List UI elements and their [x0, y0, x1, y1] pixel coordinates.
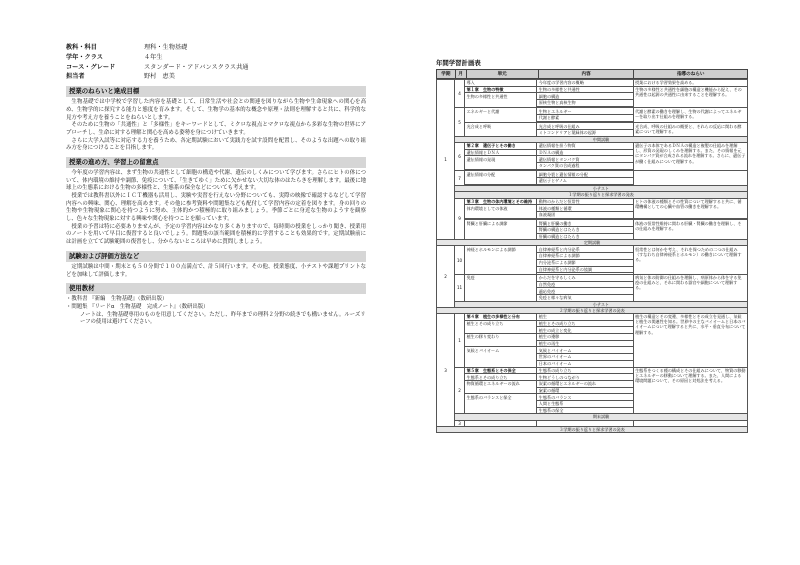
- plan-cell: 遺伝情報とタンパク質: [537, 156, 633, 163]
- meta-value: 野村 恵美: [144, 73, 175, 81]
- plan-cell: 生態系をつくる種の構成とその仕組みについて、物質の移動とエネルギーの移動について理解する。また、人間による環境問題について、その原因と対処法を考える。: [633, 367, 747, 414]
- plan-cell: [537, 420, 633, 427]
- annual-plan: [436, 58, 748, 433]
- plan-cell: ミトコンドリアと葉緑体の起源: [537, 130, 633, 137]
- plan-row: [437, 274, 748, 281]
- plan-cell: からだを守るしくみ: [537, 274, 633, 281]
- plan-section-label: 中間試験: [455, 136, 748, 142]
- plan-cell: 体内環境としての体液: [465, 205, 537, 218]
- plan-cell: タンパク質の合成過程: [537, 163, 633, 170]
- plan-cell: 物質循環とエネルギーの流れ: [465, 380, 537, 393]
- plan-row: [437, 123, 748, 130]
- paragraph: 授業の予習は特に必要ありませんが、予定の学習内容はかなり多くありますので、毎時間の授業をしっかり聞き、授業用のノートを用いて早目に復習すると良いでしょう。問題集の該当範囲を積極的に学習することも効果的です。定期試験前には計画を立てて試験範囲の復習をし、分からないところは早めに質問しましょう。: [66, 223, 366, 246]
- plan-section-row: [437, 427, 748, 433]
- method-section: [66, 157, 366, 247]
- plan-cell: 第２章 遺伝子とその働き: [465, 142, 537, 149]
- plan-cell: 世界のバイオーム: [537, 354, 633, 361]
- plan-title: 年間学習計画表: [436, 59, 481, 67]
- plan-cell: 植生とその成り立ち: [537, 320, 633, 327]
- plan-section-label: 期末試験: [455, 414, 748, 420]
- plan-cell: 人間と生態系: [537, 401, 633, 408]
- plan-row: [437, 108, 748, 115]
- plan-cell: [465, 420, 537, 427]
- plan-cell: 自然免疫: [537, 281, 633, 288]
- plan-cell: 9: [455, 198, 465, 240]
- plan-section-label: 定期試験: [437, 240, 748, 246]
- plan-cell: 腎臓と肝臓の働き: [537, 220, 633, 227]
- plan-row: [437, 86, 748, 93]
- plan-cell: 病気と体の防御の仕組みを理解し、病原体から体を守る免疫の仕組みと、それに関わる器官や細胞について理解する。: [633, 274, 747, 301]
- header-unit: 単元: [467, 70, 539, 78]
- plan-cell: 内分泌系による調節: [537, 259, 633, 266]
- plan-cell: 4: [455, 80, 465, 108]
- plan-cell: 遺伝情報を担う物質: [537, 142, 633, 149]
- plan-cell: 免疫と様々な病気: [537, 294, 633, 301]
- plan-cell: 神経とホルモンによる調節: [465, 246, 537, 274]
- plan-cell: 自律神経系による調節: [537, 253, 633, 260]
- plan-row: [437, 220, 748, 227]
- plan-cell: 植生の成立と変化: [537, 327, 633, 334]
- course-info: [66, 44, 366, 82]
- materials-section: [66, 283, 366, 327]
- plan-section-label: １学期の振り返りと探求学習の発表: [455, 192, 748, 198]
- header-term: 学期: [437, 70, 456, 78]
- plan-cell: 植生の構造とその変遷、多様性とその成立を見通し、気候と植生の関連性を知る。世界中の主なバイオームと日本のバイオームについて理解すると共に、水平・垂直分布について理解する。: [633, 313, 747, 367]
- plan-row: [437, 198, 748, 205]
- plan-cell: 窒素の循環: [537, 387, 633, 394]
- plan-section-label: 小テスト: [455, 301, 748, 307]
- paragraph: さらに大学入試等に対応する力を養うため、各定期試験において実践力を試す設問を配置し、そのような出題への取り組み方を身につけることを目指します。: [66, 137, 366, 152]
- plan-cell: 第１章 生物の特徴: [465, 86, 537, 93]
- plan-cell: 細胞分裂と遺伝情報の分配: [537, 171, 633, 178]
- section-heading: 授業のねらいと達成目標: [66, 86, 366, 97]
- plan-table: [436, 79, 748, 433]
- plan-cell: 1: [437, 80, 455, 240]
- plan-cell: 光合成、呼吸の仕組みの概要と、それらの反応に関わる酵素について理解する。: [633, 123, 747, 136]
- plan-cell: 気候とバイオーム: [537, 347, 633, 354]
- plan-cell: 日本のバイオーム: [537, 360, 633, 367]
- plan-row: [437, 246, 748, 253]
- meta-value: 理科・生物基礎: [144, 44, 188, 51]
- plan-cell: 1: [455, 313, 465, 367]
- textbook-item: ・教科書 『新編 生物基礎』（数研出版）: [66, 296, 168, 303]
- left-column: [66, 44, 366, 327]
- plan-cell: 遺伝子とゲノム: [537, 178, 633, 185]
- meta-label: 学年・クラス: [66, 53, 103, 61]
- plan-cell: 生態系の成り立ち: [537, 367, 633, 374]
- plan-cell: 5: [455, 108, 465, 136]
- plan-cell: 生物の多様性と共通性を細胞の構造と機能から捉え、その共通性は起源の共通性に由来することを理解する。: [633, 86, 747, 108]
- meta-label: コース・グレード: [66, 63, 116, 71]
- workbook-item: ・問題集 『リードα 生物基礎 完成ノート』（数研出版）: [66, 304, 209, 310]
- plan-cell: 遺伝情報とＤＮＡ: [465, 149, 537, 156]
- plan-cell: ＤＮＡの構造: [537, 149, 633, 156]
- plan-cell: 植生とその成り立ち: [465, 320, 537, 333]
- plan-header-row: [436, 69, 748, 79]
- plan-cell: 生物の多様性と共通性: [537, 86, 633, 93]
- plan-cell: 授業における学習効果を高める。: [633, 80, 747, 87]
- plan-row: [437, 142, 748, 149]
- plan-cell: 植生の再生: [537, 340, 633, 347]
- plan-cell: 生態系とその成り立ち: [465, 374, 537, 381]
- plan-cell: 6: [455, 142, 465, 170]
- plan-cell: 原核生物と真核生物: [537, 100, 633, 107]
- plan-cell: 導入: [465, 80, 537, 87]
- header-content: 内容: [539, 70, 635, 78]
- plan-cell: 恒常性とは何かを考え、それを保つための二つの仕組み（すなわち自律神経系とホルモン）の働きについて理解する。: [633, 246, 747, 274]
- plan-cell: 生態系のバランス: [537, 394, 633, 401]
- plan-cell: 適応免疫: [537, 288, 633, 295]
- plan-row: [437, 367, 748, 374]
- aims-section: [66, 86, 366, 153]
- plan-cell: 生態系のバランスと保全: [465, 394, 537, 414]
- plan-row: [437, 420, 748, 427]
- plan-cell: 肝臓の構造とはたらき: [537, 233, 633, 240]
- plan-cell: 植生: [537, 313, 633, 320]
- paragraph: そのために生物の「共通性」と「多様性」をキーワードとして、ミクロな視点とマクロな視点から多彩な生物の世界にアプローチし、生命に対する理解と関心を高める姿勢を身につけていきます。: [66, 122, 366, 136]
- plan-section-label: ２学期の振り返りと探求学習の発表: [437, 307, 748, 313]
- plan-cell: 代謝と酵素: [537, 115, 633, 122]
- evaluation-section: [66, 251, 366, 279]
- header-aims: 指導のねらい: [676, 72, 705, 77]
- plan-cell: 光合成と呼吸の仕組み: [537, 123, 633, 130]
- header-month: 月: [456, 70, 467, 78]
- meta-value: ４年生: [144, 53, 163, 61]
- plan-cell: 第５章 生態系とその保全: [465, 367, 537, 374]
- plan-cell: 2: [437, 246, 455, 307]
- plan-cell: 生物どうしのつながり: [537, 374, 633, 381]
- meta-label: 教科・科目: [66, 44, 97, 51]
- plan-cell: 11: [455, 274, 465, 301]
- meta-value: スタンダード・アドバンスクラス共通: [144, 63, 249, 71]
- plan-row: [437, 171, 748, 178]
- plan-cell: 代謝と酵素の働きを理解し、生物の代謝によってエネルギーを取り出す仕組みを理解する。: [633, 108, 747, 123]
- paragraph: 授業では教科書以外にＩＣＴ機器も活用し、実験や実習を行えない分野についても、実際の映像で確認するなどして学習内容への興味、関心、理解を高めます。その他に参考資料や問題集なども配付して学習内容の定着を図ります。身の回りの生物や生物現象に関心を持つように努め、主体的かつ積極的に取り組みましょう。季節ごとに身近な生物のようすを観察し、色々な生物現象に対する興味や関心を持つことを願っています。: [66, 193, 366, 223]
- plan-cell: 2: [455, 367, 465, 414]
- plan-cell: 自律神経系と内分泌系: [537, 246, 633, 253]
- plan-cell: 植生の遷移: [537, 334, 633, 341]
- paragraph: 生物基礎では中学校で学習した内容を基礎として、日常生活や社会との関連を図りながら生物や生命現象への関心を高め、生物学的に探究する能力と態度を育みます。そして、生物学の基本的な概念や原理・法則を理解すると共に、科学的な見方や考え方を養うことをねらいとします。: [66, 99, 366, 121]
- plan-cell: [633, 171, 747, 186]
- notebook-note: ノートは、生物基礎専用のものを用意してください。ただし、昨年までの理科２分野の続きでも構いません。ルーズリーフの使用は避けてください。: [80, 311, 366, 326]
- plan-cell: 第４章 植生の多様性と分布: [465, 313, 537, 320]
- section-heading: 授業の進め方、学習上の留意点: [66, 157, 366, 168]
- plan-cell: [633, 420, 747, 427]
- plan-cell: 腎臓の構造とはたらき: [537, 226, 633, 233]
- plan-cell: 気候とバイオーム: [465, 347, 537, 367]
- plan-cell: 血液凝固: [537, 211, 633, 218]
- plan-row: [437, 313, 748, 320]
- plan-cell: 遺伝子の本体であるＤＮＡの構造と複製の仕組みを理解し、形質の発現のしくみを理解する。また、その情報を元にタンパク質が合成される流れを理解する。さらに、遺伝子が働く仕組みについて理解する。: [633, 142, 747, 170]
- plan-cell: 動物のからだと恒常性: [537, 198, 633, 205]
- plan-cell: 遺伝情報の分配: [465, 171, 537, 184]
- plan-cell: 炭素の循環とエネルギーの流れ: [537, 380, 633, 387]
- plan-cell: 10: [455, 246, 465, 274]
- plan-cell: 7: [455, 171, 465, 186]
- plan-cell: 腎臓と肝臓による調節: [465, 220, 537, 240]
- plan-cell: ヒトの体液の種類とその性質について理解すると共に、循環機構としての心臓や血管の働きを理解する。: [633, 198, 747, 218]
- plan-cell: 免疫: [465, 274, 537, 301]
- plan-cell: 3: [437, 313, 455, 426]
- plan-cell: 今年度の学習内容の概略: [537, 80, 633, 87]
- plan-cell: 生物の多様性と共通性: [465, 93, 537, 108]
- plan-cell: 生物とエネルギー: [537, 108, 633, 115]
- paragraph: 今年度の学習内容は、まず生物の共通性として細胞の構造や代謝、遺伝のしくみについて学びます。さらにヒトの体について、体内環境の維持や調節、免疫について、「生きてゆく」ために欠かせない大切な体のはたらきを理解します。最後に地球上の生態系における生物の多様性と、生態系の保全などについても考えます。: [66, 170, 366, 192]
- plan-cell: 光合成と呼吸: [465, 123, 537, 136]
- plan-section-label: 小テスト: [455, 186, 748, 192]
- paragraph: 定期試験は中間・期末とも５０分間で１００点満点で、計５回行います。その他、授業態度、小テストや課題プリントなどを加味して評価します。: [66, 263, 366, 278]
- plan-cell: 第３章 生物の体内環境とその維持: [465, 198, 537, 205]
- plan-cell: エネルギーと代謝: [465, 108, 537, 123]
- plan-cell: 遺伝情報の発現: [465, 156, 537, 169]
- plan-cell: 体液の種類と循環: [537, 205, 633, 212]
- plan-row: [437, 80, 748, 87]
- plan-cell: 体液の恒常性維持に関わる肝臓・腎臓の働きを理解し、その仕組みを理解する。: [633, 220, 747, 240]
- plan-section-label: ３学期の振り返りと探求学習の発表: [437, 427, 748, 433]
- section-heading: 試験および評価方法など: [66, 251, 366, 262]
- plan-cell: 細胞の構造: [537, 93, 633, 100]
- section-heading: 使用教材: [66, 283, 366, 294]
- plan-cell: 自律神経系と内分泌系の協調: [537, 266, 633, 273]
- plan-cell: 3: [455, 420, 465, 427]
- plan-cell: 生態系の保全: [537, 407, 633, 414]
- meta-label: 担当者: [66, 73, 85, 81]
- plan-cell: 植生の移り変わり: [465, 334, 537, 347]
